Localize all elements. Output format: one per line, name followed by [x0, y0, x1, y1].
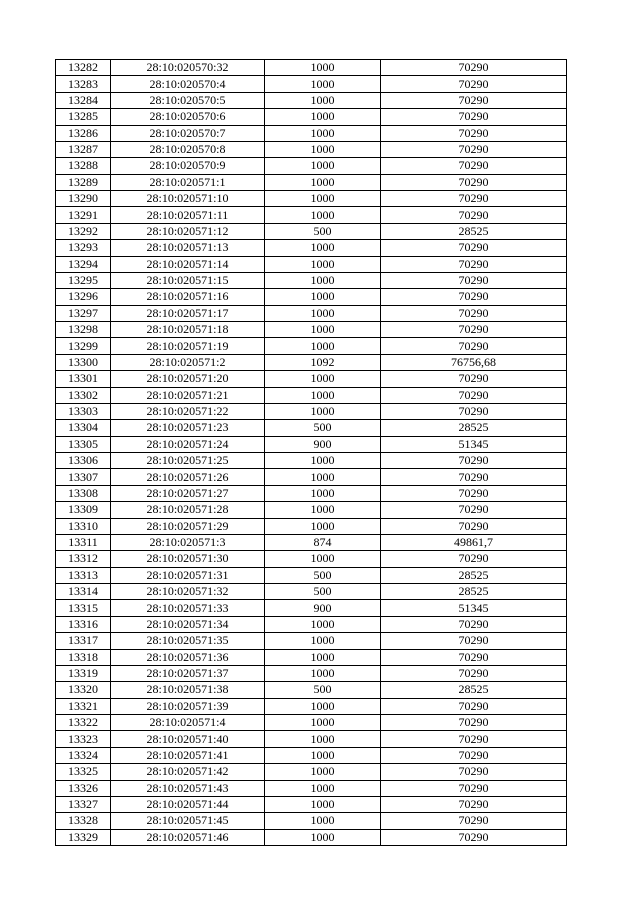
row-number-cell: 13315	[56, 600, 111, 616]
area-cell: 1000	[265, 256, 381, 272]
area-cell: 1000	[265, 747, 381, 763]
cadastral-number-cell: 28:10:020571:27	[111, 485, 265, 501]
value-cell: 70290	[381, 289, 567, 305]
area-cell: 1000	[265, 207, 381, 223]
row-number-cell: 13304	[56, 420, 111, 436]
table-body	[56, 60, 567, 846]
table-row	[56, 158, 567, 174]
row-number-cell: 13299	[56, 338, 111, 354]
area-cell: 1000	[265, 240, 381, 256]
table-row	[56, 174, 567, 190]
area-cell: 1000	[265, 796, 381, 812]
row-number-cell: 13295	[56, 272, 111, 288]
area-cell: 1000	[265, 158, 381, 174]
value-cell: 70290	[381, 387, 567, 403]
area-cell: 1000	[265, 141, 381, 157]
area-cell: 1000	[265, 371, 381, 387]
table-row	[56, 469, 567, 485]
table-row	[56, 272, 567, 288]
cadastral-number-cell: 28:10:020571:30	[111, 551, 265, 567]
table-row	[56, 60, 567, 76]
table-row	[56, 616, 567, 632]
area-cell: 1000	[265, 698, 381, 714]
table-row	[56, 240, 567, 256]
value-cell: 70290	[381, 731, 567, 747]
table-row	[56, 780, 567, 796]
value-cell: 70290	[381, 453, 567, 469]
table-row	[56, 682, 567, 698]
row-number-cell: 13314	[56, 584, 111, 600]
row-number-cell: 13305	[56, 436, 111, 452]
cadastral-number-cell: 28:10:020571:25	[111, 453, 265, 469]
cadastral-number-cell: 28:10:020571:14	[111, 256, 265, 272]
cadastral-number-cell: 28:10:020571:18	[111, 322, 265, 338]
row-number-cell: 13290	[56, 191, 111, 207]
table-row	[56, 485, 567, 501]
area-cell: 1000	[265, 665, 381, 681]
area-cell: 500	[265, 682, 381, 698]
row-number-cell: 13312	[56, 551, 111, 567]
area-cell: 1000	[265, 780, 381, 796]
table-row	[56, 322, 567, 338]
area-cell: 1000	[265, 272, 381, 288]
cadastral-number-cell: 28:10:020571:35	[111, 633, 265, 649]
value-cell: 70290	[381, 158, 567, 174]
value-cell: 70290	[381, 174, 567, 190]
cadastral-number-cell: 28:10:020571:19	[111, 338, 265, 354]
row-number-cell: 13313	[56, 567, 111, 583]
value-cell: 70290	[381, 518, 567, 534]
value-cell: 70290	[381, 76, 567, 92]
row-number-cell: 13289	[56, 174, 111, 190]
table-row	[56, 207, 567, 223]
cadastral-number-cell: 28:10:020571:21	[111, 387, 265, 403]
area-cell: 500	[265, 420, 381, 436]
row-number-cell: 13306	[56, 453, 111, 469]
value-cell: 28525	[381, 567, 567, 583]
cadastral-number-cell: 28:10:020571:28	[111, 502, 265, 518]
row-number-cell: 13293	[56, 240, 111, 256]
value-cell: 70290	[381, 403, 567, 419]
value-cell: 70290	[381, 780, 567, 796]
area-cell: 1000	[265, 191, 381, 207]
cadastral-number-cell: 28:10:020571:23	[111, 420, 265, 436]
cadastral-number-cell: 28:10:020571:13	[111, 240, 265, 256]
cadastral-number-cell: 28:10:020570:9	[111, 158, 265, 174]
cadastral-number-cell: 28:10:020571:38	[111, 682, 265, 698]
table-row	[56, 305, 567, 321]
table-row	[56, 665, 567, 681]
row-number-cell: 13294	[56, 256, 111, 272]
area-cell: 500	[265, 567, 381, 583]
value-cell: 70290	[381, 60, 567, 76]
cadastral-number-cell: 28:10:020571:22	[111, 403, 265, 419]
value-cell: 70290	[381, 256, 567, 272]
cadastral-number-cell: 28:10:020571:16	[111, 289, 265, 305]
row-number-cell: 13328	[56, 813, 111, 829]
area-cell: 1000	[265, 502, 381, 518]
row-number-cell: 13284	[56, 92, 111, 108]
cadastral-number-cell: 28:10:020571:3	[111, 534, 265, 550]
table-row	[56, 584, 567, 600]
area-cell: 1000	[265, 322, 381, 338]
cadastral-number-cell: 28:10:020571:46	[111, 829, 265, 845]
value-cell: 70290	[381, 371, 567, 387]
value-cell: 70290	[381, 92, 567, 108]
area-cell: 1000	[265, 289, 381, 305]
cadastral-number-cell: 28:10:020570:5	[111, 92, 265, 108]
area-cell: 1000	[265, 92, 381, 108]
value-cell: 70290	[381, 665, 567, 681]
area-cell: 1000	[265, 731, 381, 747]
table-row	[56, 453, 567, 469]
cadastral-number-cell: 28:10:020571:4	[111, 715, 265, 731]
table-row	[56, 436, 567, 452]
cadastral-number-cell: 28:10:020571:44	[111, 796, 265, 812]
value-cell: 70290	[381, 191, 567, 207]
table-row	[56, 354, 567, 370]
cadastral-number-cell: 28:10:020571:15	[111, 272, 265, 288]
table-row	[56, 502, 567, 518]
area-cell: 1000	[265, 60, 381, 76]
row-number-cell: 13321	[56, 698, 111, 714]
cadastral-number-cell: 28:10:020571:32	[111, 584, 265, 600]
table-row	[56, 633, 567, 649]
row-number-cell: 13325	[56, 764, 111, 780]
cadastral-number-cell: 28:10:020571:42	[111, 764, 265, 780]
cadastral-number-cell: 28:10:020571:45	[111, 813, 265, 829]
value-cell: 70290	[381, 305, 567, 321]
table-row	[56, 387, 567, 403]
area-cell: 1000	[265, 76, 381, 92]
area-cell: 500	[265, 584, 381, 600]
cadastral-number-cell: 28:10:020570:7	[111, 125, 265, 141]
value-cell: 70290	[381, 633, 567, 649]
value-cell: 28525	[381, 223, 567, 239]
value-cell: 70290	[381, 207, 567, 223]
cadastral-number-cell: 28:10:020571:34	[111, 616, 265, 632]
table-row	[56, 829, 567, 845]
row-number-cell: 13297	[56, 305, 111, 321]
value-cell: 70290	[381, 141, 567, 157]
row-number-cell: 13327	[56, 796, 111, 812]
area-cell: 1000	[265, 764, 381, 780]
area-cell: 1000	[265, 649, 381, 665]
row-number-cell: 13318	[56, 649, 111, 665]
table-row	[56, 518, 567, 534]
table-row	[56, 600, 567, 616]
area-cell: 1000	[265, 305, 381, 321]
table-row	[56, 764, 567, 780]
cadastral-number-cell: 28:10:020571:29	[111, 518, 265, 534]
area-cell: 900	[265, 600, 381, 616]
area-cell: 1092	[265, 354, 381, 370]
table-row	[56, 403, 567, 419]
cadastral-number-cell: 28:10:020571:2	[111, 354, 265, 370]
cadastral-number-cell: 28:10:020571:37	[111, 665, 265, 681]
table-row	[56, 223, 567, 239]
table-row	[56, 796, 567, 812]
table-row	[56, 731, 567, 747]
cadastral-number-cell: 28:10:020571:12	[111, 223, 265, 239]
row-number-cell: 13326	[56, 780, 111, 796]
value-cell: 70290	[381, 829, 567, 845]
row-number-cell: 13288	[56, 158, 111, 174]
row-number-cell: 13300	[56, 354, 111, 370]
row-number-cell: 13323	[56, 731, 111, 747]
value-cell: 28525	[381, 584, 567, 600]
area-cell: 1000	[265, 125, 381, 141]
row-number-cell: 13303	[56, 403, 111, 419]
area-cell: 1000	[265, 518, 381, 534]
area-cell: 1000	[265, 403, 381, 419]
row-number-cell: 13285	[56, 109, 111, 125]
table-row	[56, 191, 567, 207]
table-row	[56, 813, 567, 829]
row-number-cell: 13301	[56, 371, 111, 387]
table-row	[56, 649, 567, 665]
area-cell: 874	[265, 534, 381, 550]
value-cell: 28525	[381, 682, 567, 698]
row-number-cell: 13311	[56, 534, 111, 550]
area-cell: 1000	[265, 453, 381, 469]
area-cell: 1000	[265, 829, 381, 845]
row-number-cell: 13322	[56, 715, 111, 731]
cadastral-number-cell: 28:10:020571:41	[111, 747, 265, 763]
row-number-cell: 13286	[56, 125, 111, 141]
area-cell: 1000	[265, 551, 381, 567]
row-number-cell: 13308	[56, 485, 111, 501]
area-cell: 1000	[265, 338, 381, 354]
value-cell: 70290	[381, 502, 567, 518]
table-row	[56, 715, 567, 731]
table-row	[56, 338, 567, 354]
cadastral-number-cell: 28:10:020570:32	[111, 60, 265, 76]
cadastral-number-cell: 28:10:020571:11	[111, 207, 265, 223]
cadastral-number-cell: 28:10:020571:26	[111, 469, 265, 485]
table-row	[56, 534, 567, 550]
row-number-cell: 13283	[56, 76, 111, 92]
area-cell: 1000	[265, 469, 381, 485]
row-number-cell: 13291	[56, 207, 111, 223]
table-row	[56, 567, 567, 583]
row-number-cell: 13307	[56, 469, 111, 485]
table-row	[56, 109, 567, 125]
cadastral-number-cell: 28:10:020571:43	[111, 780, 265, 796]
value-cell: 51345	[381, 436, 567, 452]
value-cell: 70290	[381, 485, 567, 501]
value-cell: 70290	[381, 125, 567, 141]
cadastral-number-cell: 28:10:020571:39	[111, 698, 265, 714]
cadastral-data-table	[55, 59, 567, 846]
table-row	[56, 747, 567, 763]
value-cell: 70290	[381, 272, 567, 288]
table-row	[56, 371, 567, 387]
value-cell: 70290	[381, 813, 567, 829]
area-cell: 1000	[265, 715, 381, 731]
table-row	[56, 76, 567, 92]
row-number-cell: 13296	[56, 289, 111, 305]
area-cell: 1000	[265, 387, 381, 403]
table-row	[56, 256, 567, 272]
table-row	[56, 125, 567, 141]
row-number-cell: 13309	[56, 502, 111, 518]
row-number-cell: 13298	[56, 322, 111, 338]
cadastral-number-cell: 28:10:020571:20	[111, 371, 265, 387]
area-cell: 900	[265, 436, 381, 452]
row-number-cell: 13317	[56, 633, 111, 649]
area-cell: 1000	[265, 813, 381, 829]
value-cell: 76756,68	[381, 354, 567, 370]
row-number-cell: 13329	[56, 829, 111, 845]
table-row	[56, 698, 567, 714]
table-row	[56, 551, 567, 567]
area-cell: 1000	[265, 109, 381, 125]
table-row	[56, 92, 567, 108]
row-number-cell: 13310	[56, 518, 111, 534]
value-cell: 70290	[381, 796, 567, 812]
value-cell: 70290	[381, 469, 567, 485]
cadastral-number-cell: 28:10:020571:1	[111, 174, 265, 190]
value-cell: 70290	[381, 649, 567, 665]
value-cell: 70290	[381, 698, 567, 714]
cadastral-number-cell: 28:10:020571:17	[111, 305, 265, 321]
row-number-cell: 13320	[56, 682, 111, 698]
value-cell: 70290	[381, 616, 567, 632]
row-number-cell: 13324	[56, 747, 111, 763]
value-cell: 70290	[381, 109, 567, 125]
cadastral-number-cell: 28:10:020570:8	[111, 141, 265, 157]
value-cell: 70290	[381, 551, 567, 567]
area-cell: 1000	[265, 485, 381, 501]
cadastral-number-cell: 28:10:020570:4	[111, 76, 265, 92]
area-cell: 1000	[265, 174, 381, 190]
row-number-cell: 13282	[56, 60, 111, 76]
area-cell: 1000	[265, 633, 381, 649]
cadastral-number-cell: 28:10:020571:31	[111, 567, 265, 583]
cadastral-number-cell: 28:10:020571:40	[111, 731, 265, 747]
area-cell: 500	[265, 223, 381, 239]
row-number-cell: 13316	[56, 616, 111, 632]
row-number-cell: 13287	[56, 141, 111, 157]
table-row	[56, 289, 567, 305]
row-number-cell: 13319	[56, 665, 111, 681]
table-row	[56, 420, 567, 436]
value-cell: 28525	[381, 420, 567, 436]
row-number-cell: 13292	[56, 223, 111, 239]
value-cell: 70290	[381, 240, 567, 256]
value-cell: 70290	[381, 322, 567, 338]
value-cell: 70290	[381, 764, 567, 780]
cadastral-number-cell: 28:10:020571:36	[111, 649, 265, 665]
table-row	[56, 141, 567, 157]
row-number-cell: 13302	[56, 387, 111, 403]
value-cell: 70290	[381, 715, 567, 731]
value-cell: 49861,7	[381, 534, 567, 550]
value-cell: 70290	[381, 747, 567, 763]
value-cell: 70290	[381, 338, 567, 354]
cadastral-number-cell: 28:10:020571:10	[111, 191, 265, 207]
cadastral-number-cell: 28:10:020571:33	[111, 600, 265, 616]
cadastral-number-cell: 28:10:020570:6	[111, 109, 265, 125]
cadastral-number-cell: 28:10:020571:24	[111, 436, 265, 452]
value-cell: 51345	[381, 600, 567, 616]
area-cell: 1000	[265, 616, 381, 632]
